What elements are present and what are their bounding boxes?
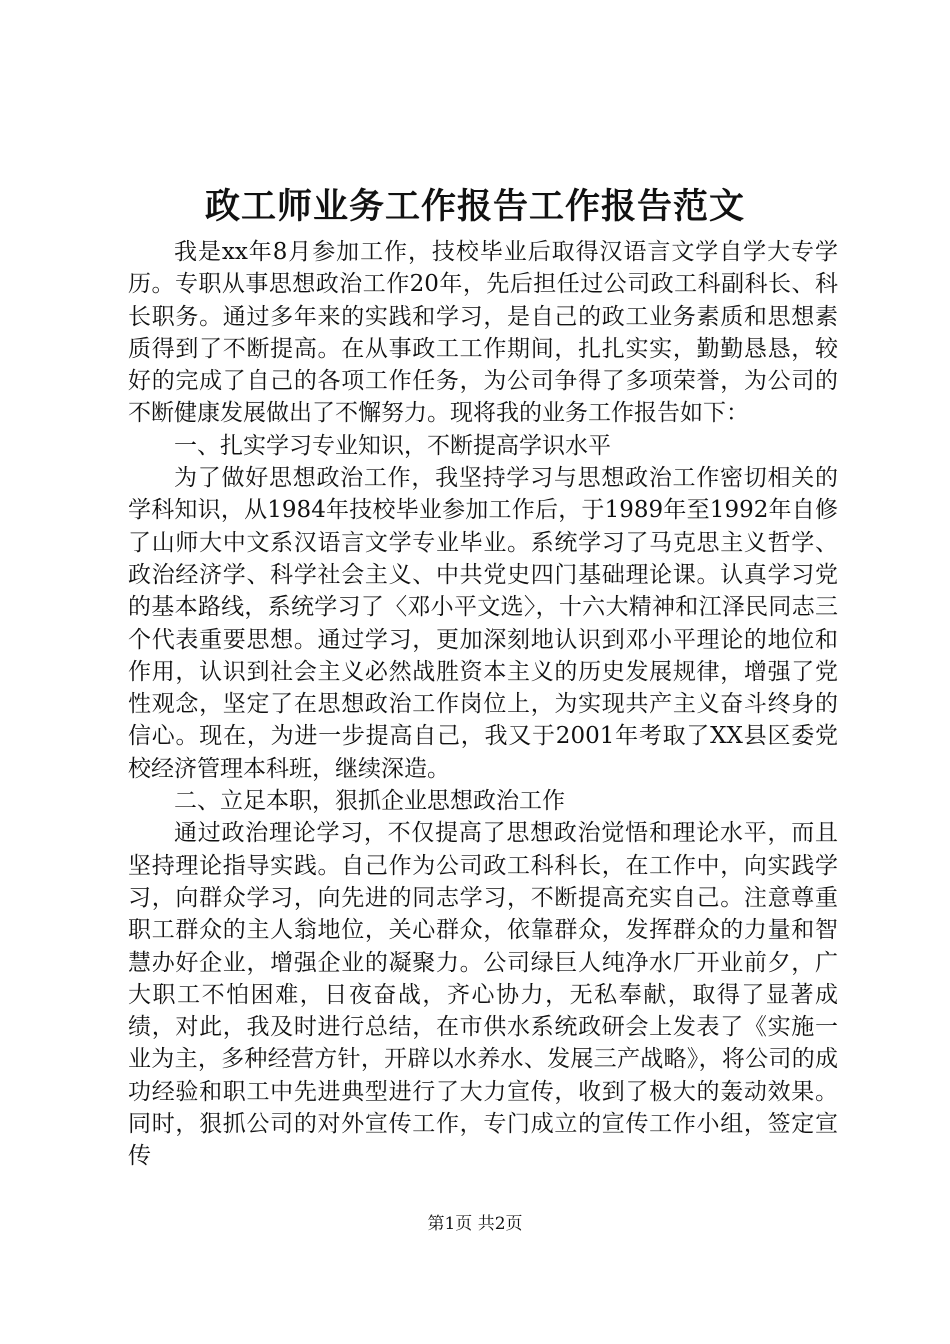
paragraph-work: 通过政治理论学习，不仅提高了思想政治觉悟和理论水平，而且坚持理论指导实践。自己作为公司政工科科长，在工作中，向实践学习，向群众学习，向先进的同志学习，不断提高充实自己。注意尊重职工群众的主人翁地位，关心群众，依靠群众，发挥群众的力量和智慧办好企业，增强企业的凝聚力。公司绿巨人纯净水厂开业前夕，广大职工不怕困难，日夜奋战，齐心协力，无私奉献，取得了显著成绩，对此，我及时进行总结，在市供水系统政研会上发表了《实施一业为主，多种经营方针，开辟以水养水、发展三产战略》，将公司的成功经验和职工中先进典型进行了大力宣传，收到了极大的轰动效果。同时，狠抓公司的对外宣传工作，专门成立的宣传工作小组，签定宣传 <box>128 820 838 1170</box>
paragraph-study: 为了做好思想政治工作，我坚持学习与思想政治工作密切相关的学科知识，从1984年技校毕业参加工作后，于1989年至1992年自修了山师大中文系汉语言文学专业毕业。系统学习了马克思主义哲学、政治经济学、科学社会主义、中共党史四门基础理论课。认真学习党的基本路线，系统学习了〈邓小平文选〉，十六大精神和江泽民同志三个代表重要思想。通过学习，更加深刻地认识到邓小平理论的地位和作用，认识到社会主义必然战胜资本主义的历史发展规律，增强了党性观念，坚定了在思想政治工作岗位上，为实现共产主义奋斗终身的信心。现在，为进一步提高自己，我又于2001年考取了XX县区委党校经济管理本科班，继续深造。 <box>128 465 838 782</box>
section-heading-2: 二、立足本职，狠抓企业思想政治工作 <box>174 788 565 815</box>
paragraph-intro: 我是xx年8月参加工作，技校毕业后取得汉语言文学自学大专学历。专职从事思想政治工作20年，先后担任过公司政工科副科长、科长职务。通过多年来的实践和学习，是自己的政工业务素质和思想素质得到了不断提高。在从事政工工作期间，扎扎实实，勤勤恳恳，较好的完成了自己的各项工作任务，为公司争得了多项荣誉，为公司的不断健康发展做出了不懈努力。现将我的业务工作报告如下： <box>128 239 838 427</box>
page-number-footer: 第1页 共2页 <box>427 1214 523 1234</box>
section-heading-1: 一、扎实学习专业知识，不断提高学识水平 <box>174 432 611 459</box>
document-body <box>128 236 838 1173</box>
document-title: 政工师业务工作报告工作报告范文 <box>204 186 745 227</box>
